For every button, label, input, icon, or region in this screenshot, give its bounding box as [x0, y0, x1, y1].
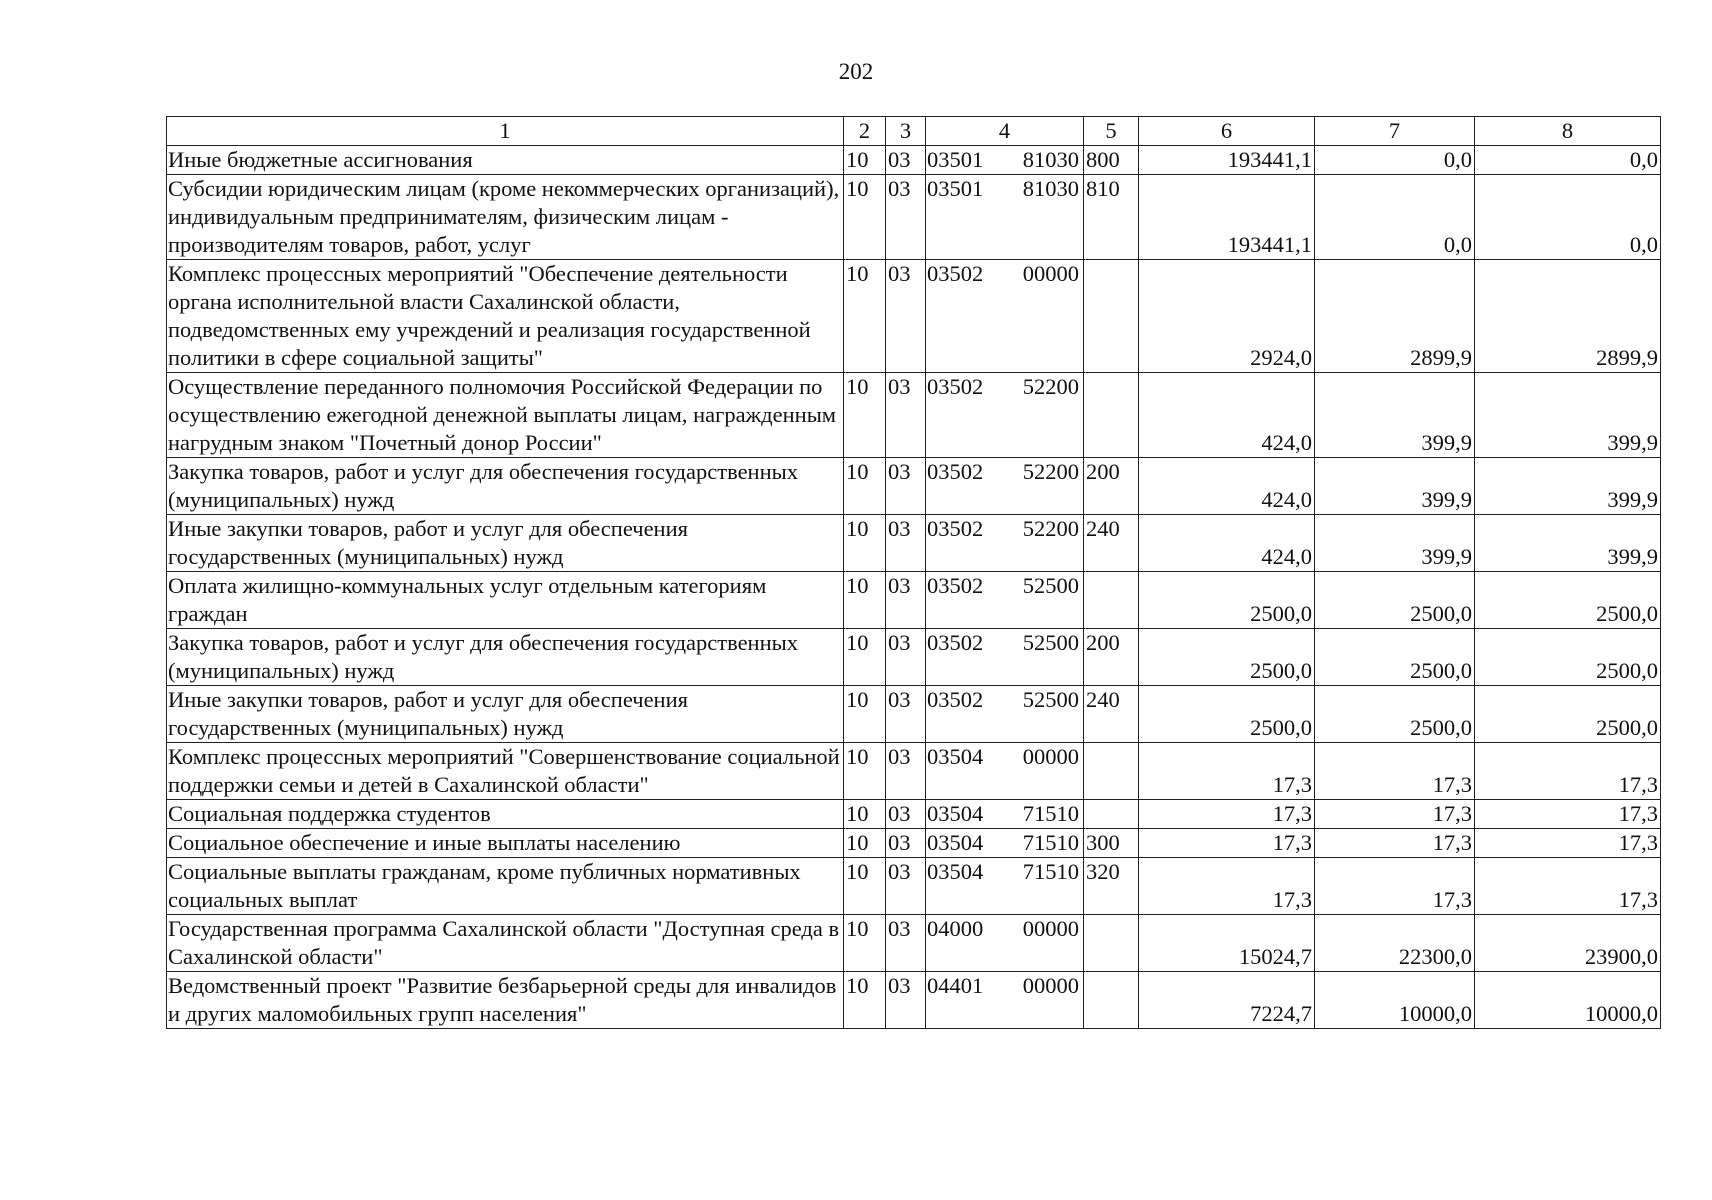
program-code-part-b: 71510	[1022, 830, 1079, 855]
section-code: 10	[844, 515, 886, 572]
item-name: Государственная программа Сахалинской области "Доступная среда в Сахалинской области"	[167, 915, 844, 972]
item-name: Субсидии юридическим лицам (кроме некоммерческих организаций), индивидуальным предпринимателям, физическим лицам - производителям товаров, работ, услуг	[167, 175, 844, 260]
item-name: Осуществление переданного полномочия Российской Федерации по осуществлению ежегодной денежной выплаты лицам, награжденным нагрудным знаком "Почетный донор России"	[167, 373, 844, 458]
amount-col8: 2500,0	[1475, 572, 1661, 629]
amount-col8: 17,3	[1475, 858, 1661, 915]
header-cell: 1	[167, 117, 844, 146]
expense-type-code	[1084, 743, 1139, 800]
amount-col8: 0,0	[1475, 146, 1661, 175]
section-code: 10	[844, 260, 886, 373]
amount-col7: 2500,0	[1315, 572, 1475, 629]
program-code	[926, 915, 1084, 972]
amount-col8: 399,9	[1475, 515, 1661, 572]
amount-col7: 2899,9	[1315, 260, 1475, 373]
subsection-code: 03	[886, 260, 926, 373]
table-row	[167, 743, 1661, 800]
program-code-part-b: 00000	[1022, 973, 1079, 998]
program-code-part-a: 04401	[927, 973, 984, 998]
amount-col7: 10000,0	[1315, 972, 1475, 1029]
program-code	[926, 373, 1084, 458]
section-code: 10	[844, 146, 886, 175]
amount-col8: 399,9	[1475, 373, 1661, 458]
program-code-part-b: 71510	[1022, 801, 1079, 826]
amount-col8: 0,0	[1475, 175, 1661, 260]
amount-col6: 424,0	[1139, 373, 1315, 458]
table-row	[167, 800, 1661, 829]
expense-type-code: 200	[1084, 629, 1139, 686]
amount-col7: 0,0	[1315, 175, 1475, 260]
subsection-code: 03	[886, 373, 926, 458]
header-cell: 8	[1475, 117, 1661, 146]
program-code-part-b: 00000	[1022, 916, 1079, 941]
program-code	[926, 175, 1084, 260]
program-code-part-a: 03502	[927, 516, 984, 541]
subsection-code: 03	[886, 829, 926, 858]
amount-col8: 2899,9	[1475, 260, 1661, 373]
item-name: Закупка товаров, работ и услуг для обеспечения государственных (муниципальных) нужд	[167, 458, 844, 515]
amount-col8: 2500,0	[1475, 686, 1661, 743]
item-name: Комплекс процессных мероприятий "Совершенствование социальной поддержки семьи и детей в Сахалинской области"	[167, 743, 844, 800]
program-code	[926, 972, 1084, 1029]
subsection-code: 03	[886, 175, 926, 260]
header-cell: 4	[926, 117, 1084, 146]
subsection-code: 03	[886, 515, 926, 572]
amount-col6: 193441,1	[1139, 146, 1315, 175]
amount-col6: 424,0	[1139, 515, 1315, 572]
program-code-part-a: 03502	[927, 687, 984, 712]
page-number: 202	[838, 59, 874, 84]
item-name: Социальное обеспечение и иные выплаты населению	[167, 829, 844, 858]
expense-type-code	[1084, 972, 1139, 1029]
expense-type-code: 200	[1084, 458, 1139, 515]
program-code-part-a: 03504	[927, 744, 984, 769]
expense-type-code: 810	[1084, 175, 1139, 260]
section-code: 10	[844, 800, 886, 829]
section-code: 10	[844, 373, 886, 458]
item-name: Иные закупки товаров, работ и услуг для обеспечения государственных (муниципальных) нужд	[167, 515, 844, 572]
table-row	[167, 829, 1661, 858]
program-code-part-b: 52200	[1022, 459, 1079, 484]
header-cell: 5	[1084, 117, 1139, 146]
program-code-part-a: 03501	[927, 147, 984, 172]
program-code	[926, 146, 1084, 175]
expense-type-code	[1084, 800, 1139, 829]
amount-col8: 17,3	[1475, 743, 1661, 800]
amount-col6: 2500,0	[1139, 572, 1315, 629]
expense-type-code	[1084, 260, 1139, 373]
program-code-part-a: 03504	[927, 801, 984, 826]
program-code-part-a: 03501	[927, 176, 984, 201]
program-code-part-b: 81030	[1022, 176, 1079, 201]
table-row	[167, 629, 1661, 686]
program-code-part-a: 03504	[927, 859, 984, 884]
program-code-part-b: 52500	[1022, 573, 1079, 598]
amount-col7: 17,3	[1315, 800, 1475, 829]
subsection-code: 03	[886, 629, 926, 686]
item-name: Закупка товаров, работ и услуг для обеспечения государственных (муниципальных) нужд	[167, 629, 844, 686]
program-code-part-b: 52500	[1022, 687, 1079, 712]
program-code	[926, 829, 1084, 858]
item-name: Социальная поддержка студентов	[167, 800, 844, 829]
table-row	[167, 858, 1661, 915]
program-code-part-a: 03502	[927, 459, 984, 484]
program-code	[926, 572, 1084, 629]
expense-type-code	[1084, 373, 1139, 458]
program-code	[926, 458, 1084, 515]
program-code-part-a: 04000	[927, 916, 984, 941]
program-code-part-b: 52500	[1022, 630, 1079, 655]
program-code	[926, 743, 1084, 800]
amount-col6: 7224,7	[1139, 972, 1315, 1029]
program-code-part-b: 81030	[1022, 147, 1079, 172]
amount-col8: 23900,0	[1475, 915, 1661, 972]
amount-col6: 15024,7	[1139, 915, 1315, 972]
header-cell: 3	[886, 117, 926, 146]
section-code: 10	[844, 175, 886, 260]
amount-col6: 2500,0	[1139, 686, 1315, 743]
section-code: 10	[844, 629, 886, 686]
amount-col7: 22300,0	[1315, 915, 1475, 972]
program-code	[926, 800, 1084, 829]
table-row	[167, 972, 1661, 1029]
amount-col8: 17,3	[1475, 800, 1661, 829]
subsection-code: 03	[886, 572, 926, 629]
amount-col6: 17,3	[1139, 858, 1315, 915]
item-name: Социальные выплаты гражданам, кроме публичных нормативных социальных выплат	[167, 858, 844, 915]
header-cell: 2	[844, 117, 886, 146]
header-cell: 6	[1139, 117, 1315, 146]
amount-col7: 399,9	[1315, 373, 1475, 458]
amount-col7: 17,3	[1315, 743, 1475, 800]
subsection-code: 03	[886, 686, 926, 743]
amount-col6: 2500,0	[1139, 629, 1315, 686]
program-code	[926, 629, 1084, 686]
program-code-part-b: 71510	[1022, 859, 1079, 884]
section-code: 10	[844, 829, 886, 858]
subsection-code: 03	[886, 458, 926, 515]
table-row	[167, 515, 1661, 572]
section-code: 10	[844, 686, 886, 743]
amount-col8: 2500,0	[1475, 629, 1661, 686]
item-name: Оплата жилищно-коммунальных услуг отдельным категориям граждан	[167, 572, 844, 629]
expense-type-code: 300	[1084, 829, 1139, 858]
program-code	[926, 858, 1084, 915]
subsection-code: 03	[886, 800, 926, 829]
amount-col8: 399,9	[1475, 458, 1661, 515]
table-row	[167, 175, 1661, 260]
table-row	[167, 260, 1661, 373]
item-name: Комплекс процессных мероприятий "Обеспечение деятельности органа исполнительной власти Сахалинской области, подведомственных ему учреждений и реализация государственной политики в сфере социальной защиты"	[167, 260, 844, 373]
table-row	[167, 146, 1661, 175]
program-code-part-a: 03504	[927, 830, 984, 855]
subsection-code: 03	[886, 858, 926, 915]
item-name: Ведомственный проект "Развитие безбарьерной среды для инвалидов и других маломобильных групп населения"	[167, 972, 844, 1029]
amount-col8: 10000,0	[1475, 972, 1661, 1029]
program-code-part-b: 00000	[1022, 261, 1079, 286]
table-row	[167, 373, 1661, 458]
program-code	[926, 260, 1084, 373]
amount-col6: 17,3	[1139, 829, 1315, 858]
amount-col7: 399,9	[1315, 515, 1475, 572]
section-code: 10	[844, 458, 886, 515]
program-code	[926, 686, 1084, 743]
expense-type-code: 240	[1084, 515, 1139, 572]
amount-col7: 399,9	[1315, 458, 1475, 515]
amount-col8: 17,3	[1475, 829, 1661, 858]
subsection-code: 03	[886, 915, 926, 972]
subsection-code: 03	[886, 972, 926, 1029]
expense-type-code: 800	[1084, 146, 1139, 175]
budget-table	[166, 116, 1661, 1029]
table-row	[167, 458, 1661, 515]
section-code: 10	[844, 743, 886, 800]
program-code-part-a: 03502	[927, 374, 984, 399]
expense-type-code: 320	[1084, 858, 1139, 915]
section-code: 10	[844, 858, 886, 915]
section-code: 10	[844, 915, 886, 972]
table-row	[167, 572, 1661, 629]
item-name: Иные бюджетные ассигнования	[167, 146, 844, 175]
program-code-part-b: 00000	[1022, 744, 1079, 769]
amount-col7: 2500,0	[1315, 686, 1475, 743]
subsection-code: 03	[886, 743, 926, 800]
subsection-code: 03	[886, 146, 926, 175]
amount-col7: 17,3	[1315, 858, 1475, 915]
section-code: 10	[844, 572, 886, 629]
program-code-part-b: 52200	[1022, 516, 1079, 541]
table-row	[167, 915, 1661, 972]
amount-col6: 17,3	[1139, 800, 1315, 829]
amount-col7: 17,3	[1315, 829, 1475, 858]
program-code-part-a: 03502	[927, 261, 984, 286]
program-code-part-a: 03502	[927, 573, 984, 598]
header-cell: 7	[1315, 117, 1475, 146]
amount-col6: 193441,1	[1139, 175, 1315, 260]
program-code	[926, 515, 1084, 572]
amount-col7: 0,0	[1315, 146, 1475, 175]
amount-col6: 2924,0	[1139, 260, 1315, 373]
program-code-part-b: 52200	[1022, 374, 1079, 399]
header-row	[167, 117, 1661, 146]
expense-type-code	[1084, 572, 1139, 629]
amount-col7: 2500,0	[1315, 629, 1475, 686]
table-body	[167, 146, 1661, 1029]
amount-col6: 424,0	[1139, 458, 1315, 515]
expense-type-code	[1084, 915, 1139, 972]
expense-type-code: 240	[1084, 686, 1139, 743]
amount-col6: 17,3	[1139, 743, 1315, 800]
item-name: Иные закупки товаров, работ и услуг для обеспечения государственных (муниципальных) нужд	[167, 686, 844, 743]
table-row	[167, 686, 1661, 743]
program-code-part-a: 03502	[927, 630, 984, 655]
section-code: 10	[844, 972, 886, 1029]
